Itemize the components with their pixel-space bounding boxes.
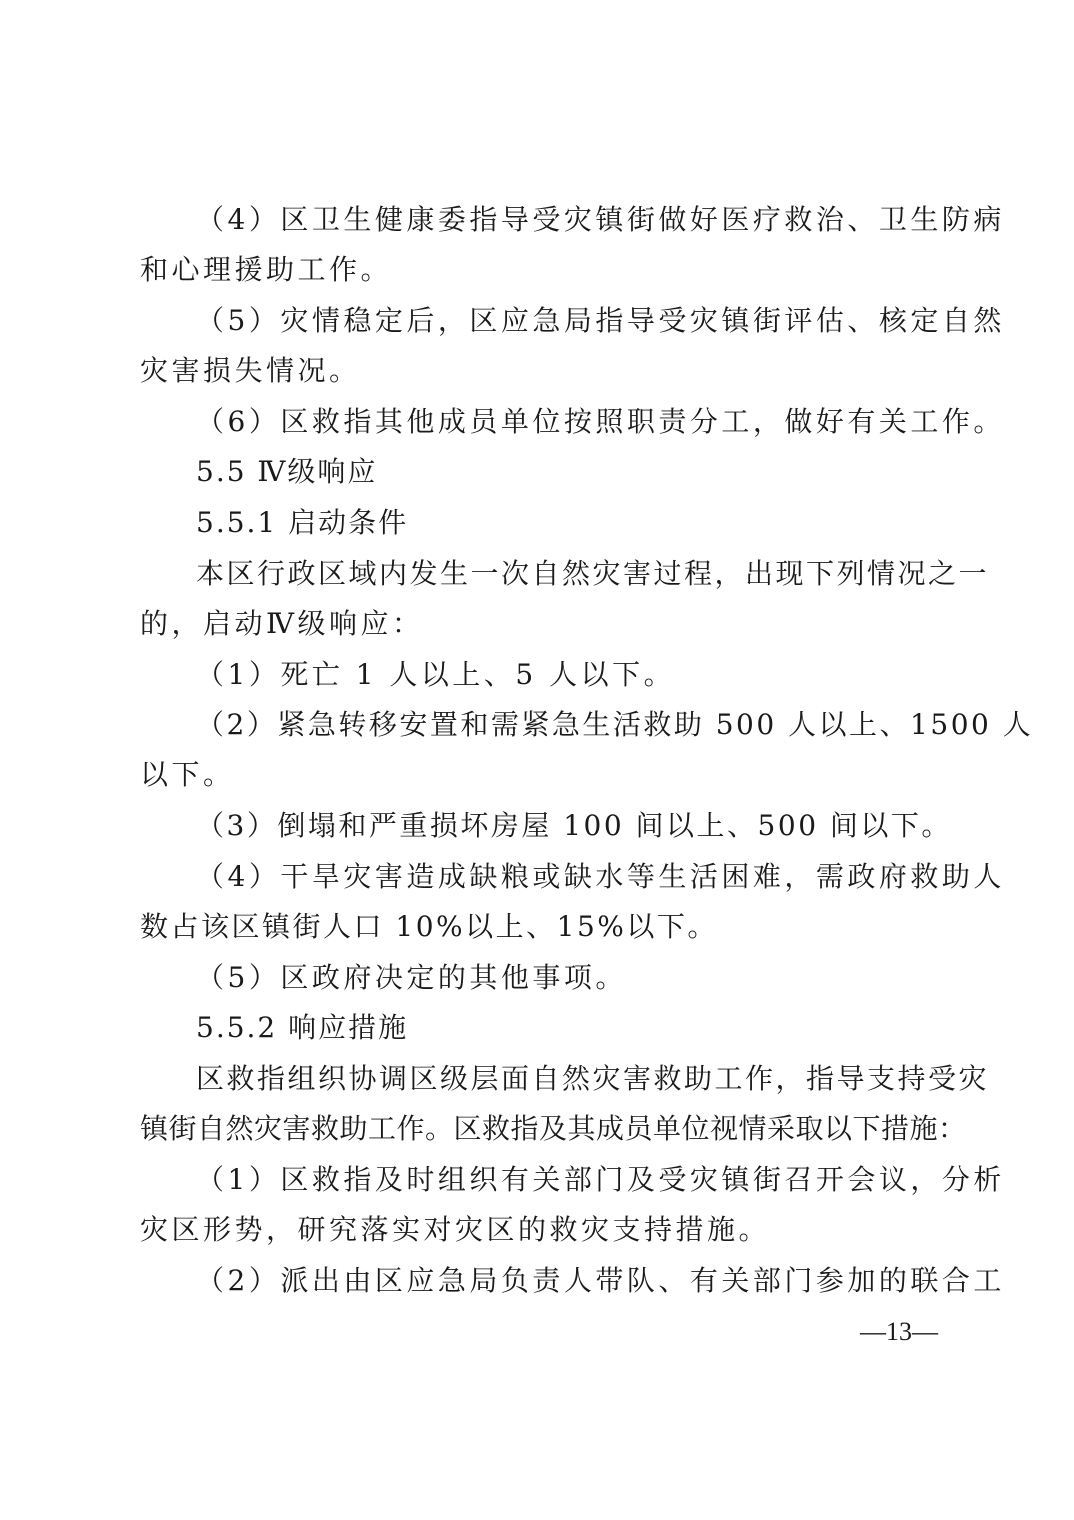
list-item: （5）区政府决定的其他事项。 [196,961,627,994]
page-number: —13— [860,1317,938,1346]
section-heading: 5.5 Ⅳ级响应 [196,455,378,488]
subsection-heading: 5.5.2 响应措施 [196,1011,409,1044]
paragraph-line: （6）区救指其他成员单位按照职责分工，做好有关工作。 [196,405,1005,438]
list-item: （4）干旱灾害造成缺粮或缺水等生活困难，需政府救助人 [196,860,1005,893]
paragraph-line: 灾区形势，研究落实对灾区的救灾支持措施。 [140,1213,771,1246]
paragraph-line: （4）区卫生健康委指导受灾镇街做好医疗救治、卫生防病 [196,203,1005,236]
paragraph-line: 本区行政区域内发生一次自然灾害过程，出现下列情况之一 [196,557,990,590]
paragraph-line: 和心理援助工作。 [140,253,393,286]
list-item: （3）倒塌和严重损坏房屋 100 间以上、500 间以下。 [196,809,952,842]
paragraph-line: 以下。 [140,758,235,791]
list-item: （2）派出由区应急局负责人带队、有关部门参加的联合工 [196,1264,1005,1297]
list-item: （1）死亡 1 人以上、5 人以下。 [196,658,676,691]
list-item: （2）紧急转移安置和需紧急生活救助 500 人以上、1500 人 [196,708,1034,741]
subsection-heading: 5.5.1 启动条件 [196,506,409,539]
paragraph-line: 的，启动Ⅳ级响应： [140,607,424,640]
paragraph-line: 区救指组织协调区级层面自然灾害救助工作，指导支持受灾 [196,1062,990,1095]
paragraph-line: 镇街自然灾害救助工作。区救指及其成员单位视情采取以下措施： [140,1112,967,1145]
paragraph-line: （5）灾情稳定后，区应急局指导受灾镇街评估、核定自然 [196,304,1005,337]
paragraph-line: 数占该区镇街人口 10%以上、15%以下。 [140,910,718,943]
paragraph-line: 灾害损失情况。 [140,354,361,387]
list-item: （1）区救指及时组织有关部门及受灾镇街召开会议，分析 [196,1163,1005,1196]
